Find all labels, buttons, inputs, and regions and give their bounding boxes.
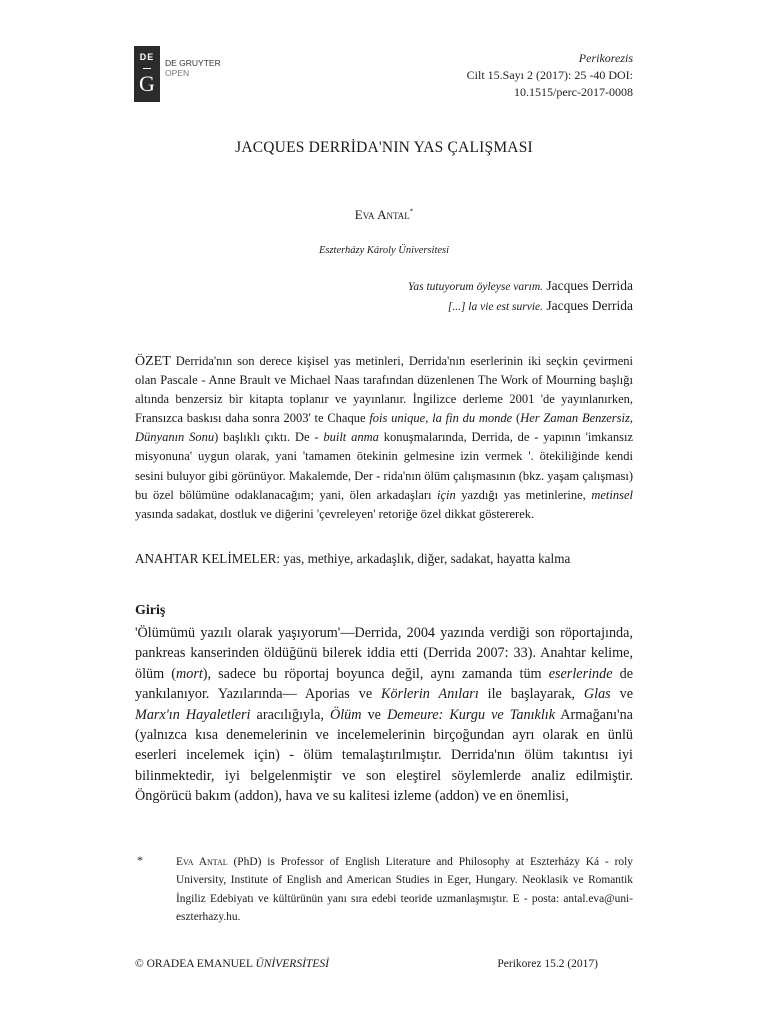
body-italic: Körlerin Anıları — [381, 686, 479, 703]
epigraph — [448, 298, 633, 314]
abstract-text: yazdığı yas metinlerine, — [455, 487, 592, 502]
epigraph-source: Jacques Derrida — [546, 298, 633, 313]
abstract-label: ÖZET — [135, 354, 171, 369]
abstract-text: konuşmalarında, Derrida, de - yapının 'imkansız misyonuna' uygun olarak, yani 'tamamen ötekinin gelmesine izin vermek '. ötekiliğinde kendi sesini buluyor gibi görünüyor. Makalemde, Der - rida'nın ölüm çalışmasının (bkz. yaşam çalışması) bu özel bölümüne odaklanacağım; yani, ölen arkadaşları — [135, 430, 633, 502]
journal-meta — [467, 50, 633, 101]
abstract-italic: built anma — [323, 430, 379, 445]
epigraph-quote: Yas tutuyorum öyleyse varım. — [408, 281, 544, 293]
footer-copyright-italic: ÜNİVERSİTESİ — [255, 958, 329, 970]
abstract-text: yasında sadakat, dostluk ve diğerini 'çevreleyen' retoriğe özel dikkat göstererek. — [135, 506, 535, 521]
body-text: ve — [361, 706, 388, 723]
publisher-label: DE GRUYTER — [165, 58, 221, 68]
body-italic: Marx'ın Hayaletleri — [135, 706, 251, 723]
section-heading: Giriş — [135, 603, 166, 618]
footer-copyright-text: © ORADEA EMANUEL — [135, 958, 256, 970]
body-italic: Demeure: Kurgu ve Tanıklık — [387, 706, 555, 723]
abstract-text: ) başlıklı çıktı. De - — [214, 430, 324, 445]
keywords-list: yas, methiye, arkadaşlık, diğer, sadakat, hayatta kalma — [280, 551, 571, 566]
body-text: 'Ölümümü yazılı olarak yaşıyorum'—Derrida, 2004 yazında verdiği son röportajında, pankreas kanserinden öldüğünü bilerek iddia etti (Derrida 2007: 33). Anahtar kelime, ölüm ( — [135, 625, 633, 682]
article-title: JACQUES DERRİDA'NIN YAS ÇALIŞMASI — [235, 139, 533, 156]
body-text: ), sadece bu röportaj boyunca değil, aynı zamanda tüm — [202, 665, 549, 682]
abstract-italic: fois unique, la fin du monde — [369, 411, 513, 426]
author-footnote-mark: * — [409, 207, 414, 216]
body-text: Armağanı'na (yalnızca kısa denemelerinin ve incelemelerinin birçoğundan ayrı olarak en ünlü eserleri incelemek için) - ölüm temalaştırılmıştır. Derrida'nın ölüm takıntısı iyi bilinmektedir, iyi belgelenmiştir ve son eleştirel söylemlerde analiz edilmiştir. Öngörücü bakım (addon), hava ve su kalitesi izleme (addon) ve en önemlisi, — [135, 706, 633, 805]
epigraph — [408, 278, 633, 294]
keywords — [135, 551, 633, 567]
body-italic: Glas — [583, 686, 611, 703]
epigraph-quote: [...] la vie est survie. — [447, 301, 544, 313]
abstract-text: Derrida'nın son derece kişisel yas metinleri, Derrida'nın eserlerinin iki seçkin çevirmeni olan Pascale - Anne Brault ve Michael Naas tarafından düzenlenen The Work of Mourning başlığı altında benzersiz bir kitapta toplanır ve yayınlanır. İngilizce derleme 2001 'de yayınlanırken, Fransızca baskısı daha sonra 2003' te Chaque — [135, 354, 633, 426]
abstract-italic: metinsel — [591, 487, 633, 502]
footer-citation: Perikorez 15.2 (2017) — [497, 958, 598, 970]
logo-top-text: DE — [139, 52, 155, 62]
abstract-italic: Her Zaman Benzersiz, Dünyanın Sonu — [135, 411, 633, 445]
abstract — [135, 352, 633, 524]
publisher-imprint: OPEN — [165, 68, 190, 78]
article-author — [0, 207, 768, 223]
footnote-text: (PhD) is Professor of English Literature and Philosophy at Eszterházy Ká - roly University, Institute of English and American Studies in Eger, Hungary. Neoklasik ve Romantik İngiliz Edebiyatı ve kültürünün yanı sıra edebi teoride uzmanlaşmıştır. E - posta: antal.eva@uni-eszterhazy.hu. — [176, 856, 633, 924]
journal-issue: Cilt 15.Sayı 2 (2017): 25 -40 DOI: — [466, 68, 633, 82]
body-text: de yankılanıyor. Yazılarında— Aporias ve — [135, 665, 633, 703]
abstract-italic: için — [437, 487, 456, 502]
logo-divider — [143, 68, 151, 69]
footnote-mark: * — [137, 853, 143, 867]
body-text: ile başlayarak, — [478, 686, 584, 703]
epigraph-source: Jacques Derrida — [546, 278, 633, 293]
abstract-text: ( — [512, 411, 521, 426]
author-affiliation: Eszterházy Károly Üniversitesi — [318, 245, 450, 256]
body-italic: mort — [175, 665, 203, 682]
footnote-author: Eva Antal — [176, 856, 228, 868]
body-italic: Ölüm — [329, 706, 362, 723]
footnote — [176, 853, 633, 927]
author-name: Eva Antal — [354, 207, 410, 222]
publisher-logo — [134, 46, 160, 102]
footer-copyright — [135, 958, 329, 970]
body-text: aracılığıyla, — [250, 706, 330, 723]
publisher-name — [165, 58, 221, 78]
body-text: ve — [610, 686, 633, 703]
keywords-label: ANAHTAR KELİMELER: — [135, 551, 281, 566]
body-italic: eserlerinde — [548, 665, 613, 682]
body-paragraph — [135, 623, 633, 807]
journal-name: Perikorezis — [578, 51, 633, 65]
journal-doi: 10.1515/perc-2017-0008 — [514, 85, 633, 99]
logo-bottom-text: G — [139, 71, 155, 96]
